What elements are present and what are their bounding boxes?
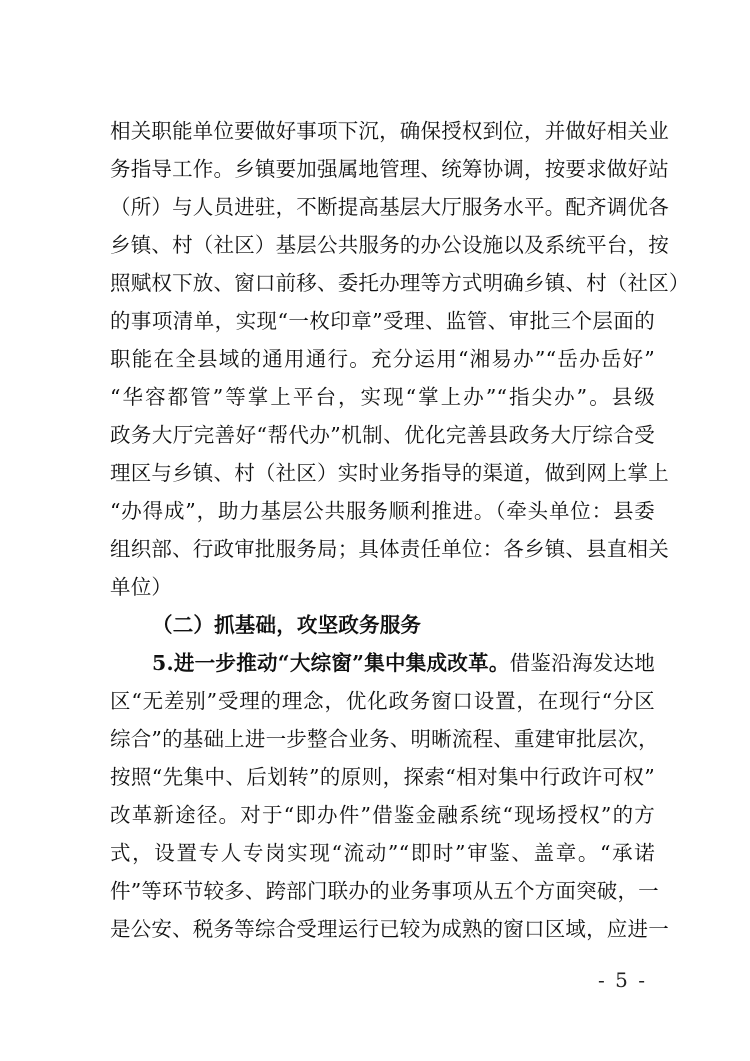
section-heading-block [152, 606, 655, 644]
paragraph-line: 区“无差别”受理的理念，优化政务窗口设置，在现行“分区 [110, 689, 655, 713]
paragraph-line: 件”等环节较多、跨部门联办的业务事项从五个方面突破，一 [110, 879, 659, 903]
section-heading: （二）抓基础，攻坚政务服务 [152, 613, 422, 637]
paragraph-line: 乡镇、村（社区）基层公共服务的办公设施以及系统平台，按 [110, 233, 669, 257]
paragraph-line: 照赋权下放、窗口前移、委托办理等方式明确乡镇、村（社区） [110, 271, 690, 295]
paragraph-line: 的事项清单，实现“一枚印章”受理、监管、审批三个层面的 [110, 309, 655, 333]
item-title: 5.进一步推动“大综窗”集中集成改革。 [152, 651, 510, 675]
paragraph-line: （所）与人员进驻，不断提高基层大厅服务水平。配齐调优各 [110, 195, 669, 219]
paragraph-line: 按照“先集中、后划转”的原则，探索“相对集中行政许可权” [110, 765, 655, 789]
paragraph-line: 综合”的基础上进一步整合业务、明晰流程、重建审批层次， [110, 727, 659, 751]
paragraph-line: 式，设置专人专岗实现“流动”“即时”审鉴、盖章。“承诺 [110, 841, 655, 865]
paragraph-line: “华容都管”等掌上平台，实现“掌上办”“指尖办”。县级 [110, 385, 655, 409]
paragraph-line: 务指导工作。乡镇要加强属地管理、统筹协调，按要求做好站 [110, 157, 669, 181]
paragraph-line: 单位） [110, 575, 173, 599]
paragraph-line: 理区与乡镇、村（社区）实时业务指导的渠道，做到网上掌上 [110, 461, 669, 485]
paragraph-line: 组织部、行政审批服务局；具体责任单位：各乡镇、县直相关 [110, 537, 669, 561]
item-text: 借鉴沿海发达地 [509, 651, 655, 675]
paragraph-line: “办得成”，助力基层公共服务顺利推进。（牵头单位：县委 [110, 499, 655, 523]
paragraph-line: 相关职能单位要做好事项下沉，确保授权到位，并做好相关业 [110, 119, 669, 143]
paragraph-line: 改革新途径。对于“即办件”借鉴金融系统“现场授权”的方 [110, 803, 655, 827]
paragraph-line: 政务大厅完善好“帮代办”机制、优化完善县政务大厅综合受 [110, 423, 655, 447]
paragraph-line-first [110, 644, 655, 682]
paragraph-line: 是公安、税务等综合受理运行已较为成熟的窗口区域，应进一 [110, 917, 669, 941]
page-number: - 5 - [598, 968, 647, 992]
paragraph-line: 职能在全县域的通用通行。充分运用“湘易办”“岳办岳好” [110, 347, 655, 371]
paragraph-2 [110, 644, 669, 948]
paragraph-1 [110, 112, 690, 606]
